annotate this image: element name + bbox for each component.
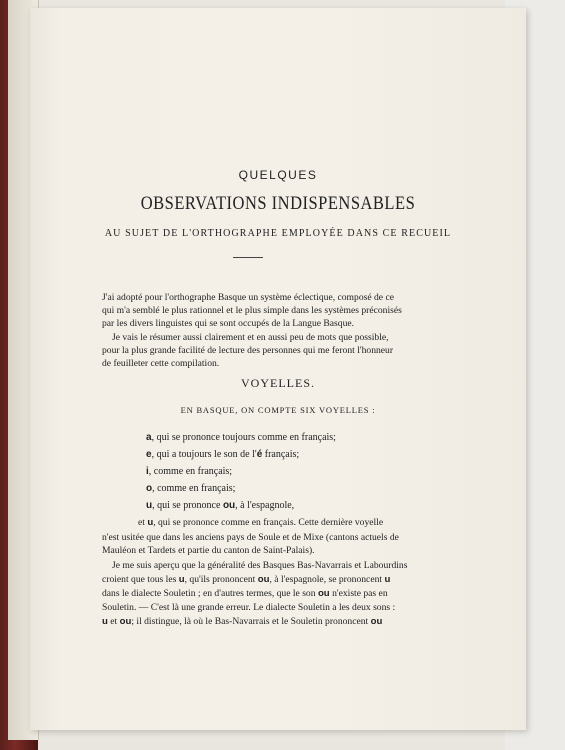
vowel-item: o, comme en français;	[146, 483, 236, 494]
section-subheading: EN BASQUE, ON COMPTE SIX VOYELLES :	[180, 405, 376, 415]
page-title: OBSERVATIONS INDISPENSABLES	[140, 191, 416, 214]
paragraph-line: par les divers linguistes qui se sont occupés de la Langue Basque.	[102, 318, 355, 329]
section-heading: VOYELLES.	[241, 376, 315, 390]
book-page	[30, 8, 526, 730]
vowel-item: a, qui se prononce toujours comme en français;	[146, 432, 336, 443]
vowel-item: i, comme en français;	[146, 466, 233, 477]
vowel-item: et u, qui se prononce comme en français. Cette dernière voyelle	[138, 517, 384, 528]
paragraph-line: Je vais le résumer aussi clairement et en aussi peu de mots que possible,	[112, 332, 389, 343]
paragraph-line: pour la plus grande facilité de lecture des personnes qui me feront l'honneur	[102, 345, 394, 356]
paragraph-line: Souletin. — C'est là une grande erreur. Le dialecte Souletin a les deux sons :	[102, 602, 396, 613]
paragraph-line: n'est usitée que dans les anciens pays de Soule et de Mixe (cantons actuels de	[102, 532, 399, 543]
vowel-item: e, qui a toujours le son de l'é français;	[146, 449, 300, 460]
paragraph-line: Je me suis aperçu que la généralité des Basques Bas-Navarrais et Labourdins	[112, 560, 408, 571]
paragraph-line: J'ai adopté pour l'orthographe Basque un système éclectique, composé de ce	[102, 292, 394, 303]
paragraph-line: de feuilleter cette compilation.	[102, 358, 220, 369]
title-divider	[233, 257, 263, 258]
paragraph-line: croient que tous les u, qu'ils prononcent ou, à l'espagnole, se prononcent u	[102, 574, 391, 585]
page-subtitle: AU SUJET DE L'ORTHOGRAPHE EMPLOYÉE DANS CE RECUEIL	[104, 228, 452, 239]
title-small: QUELQUES	[238, 168, 318, 182]
paragraph-line: dans le dialecte Souletin ; en d'autres termes, que le son ou n'existe pas en	[102, 588, 388, 599]
vowel-item: u, qui se prononce ou, à l'espagnole,	[146, 500, 295, 511]
paragraph-line: Mauléon et Tardets et partie du canton de Saint-Palais).	[102, 545, 315, 556]
paragraph-line: u et ou; il distingue, là où le Bas-Navarrais et le Souletin prononcent ou	[102, 616, 383, 627]
paragraph-line: qui m'a semblé le plus rationnel et le plus simple dans les systèmes préconisés	[102, 305, 402, 316]
